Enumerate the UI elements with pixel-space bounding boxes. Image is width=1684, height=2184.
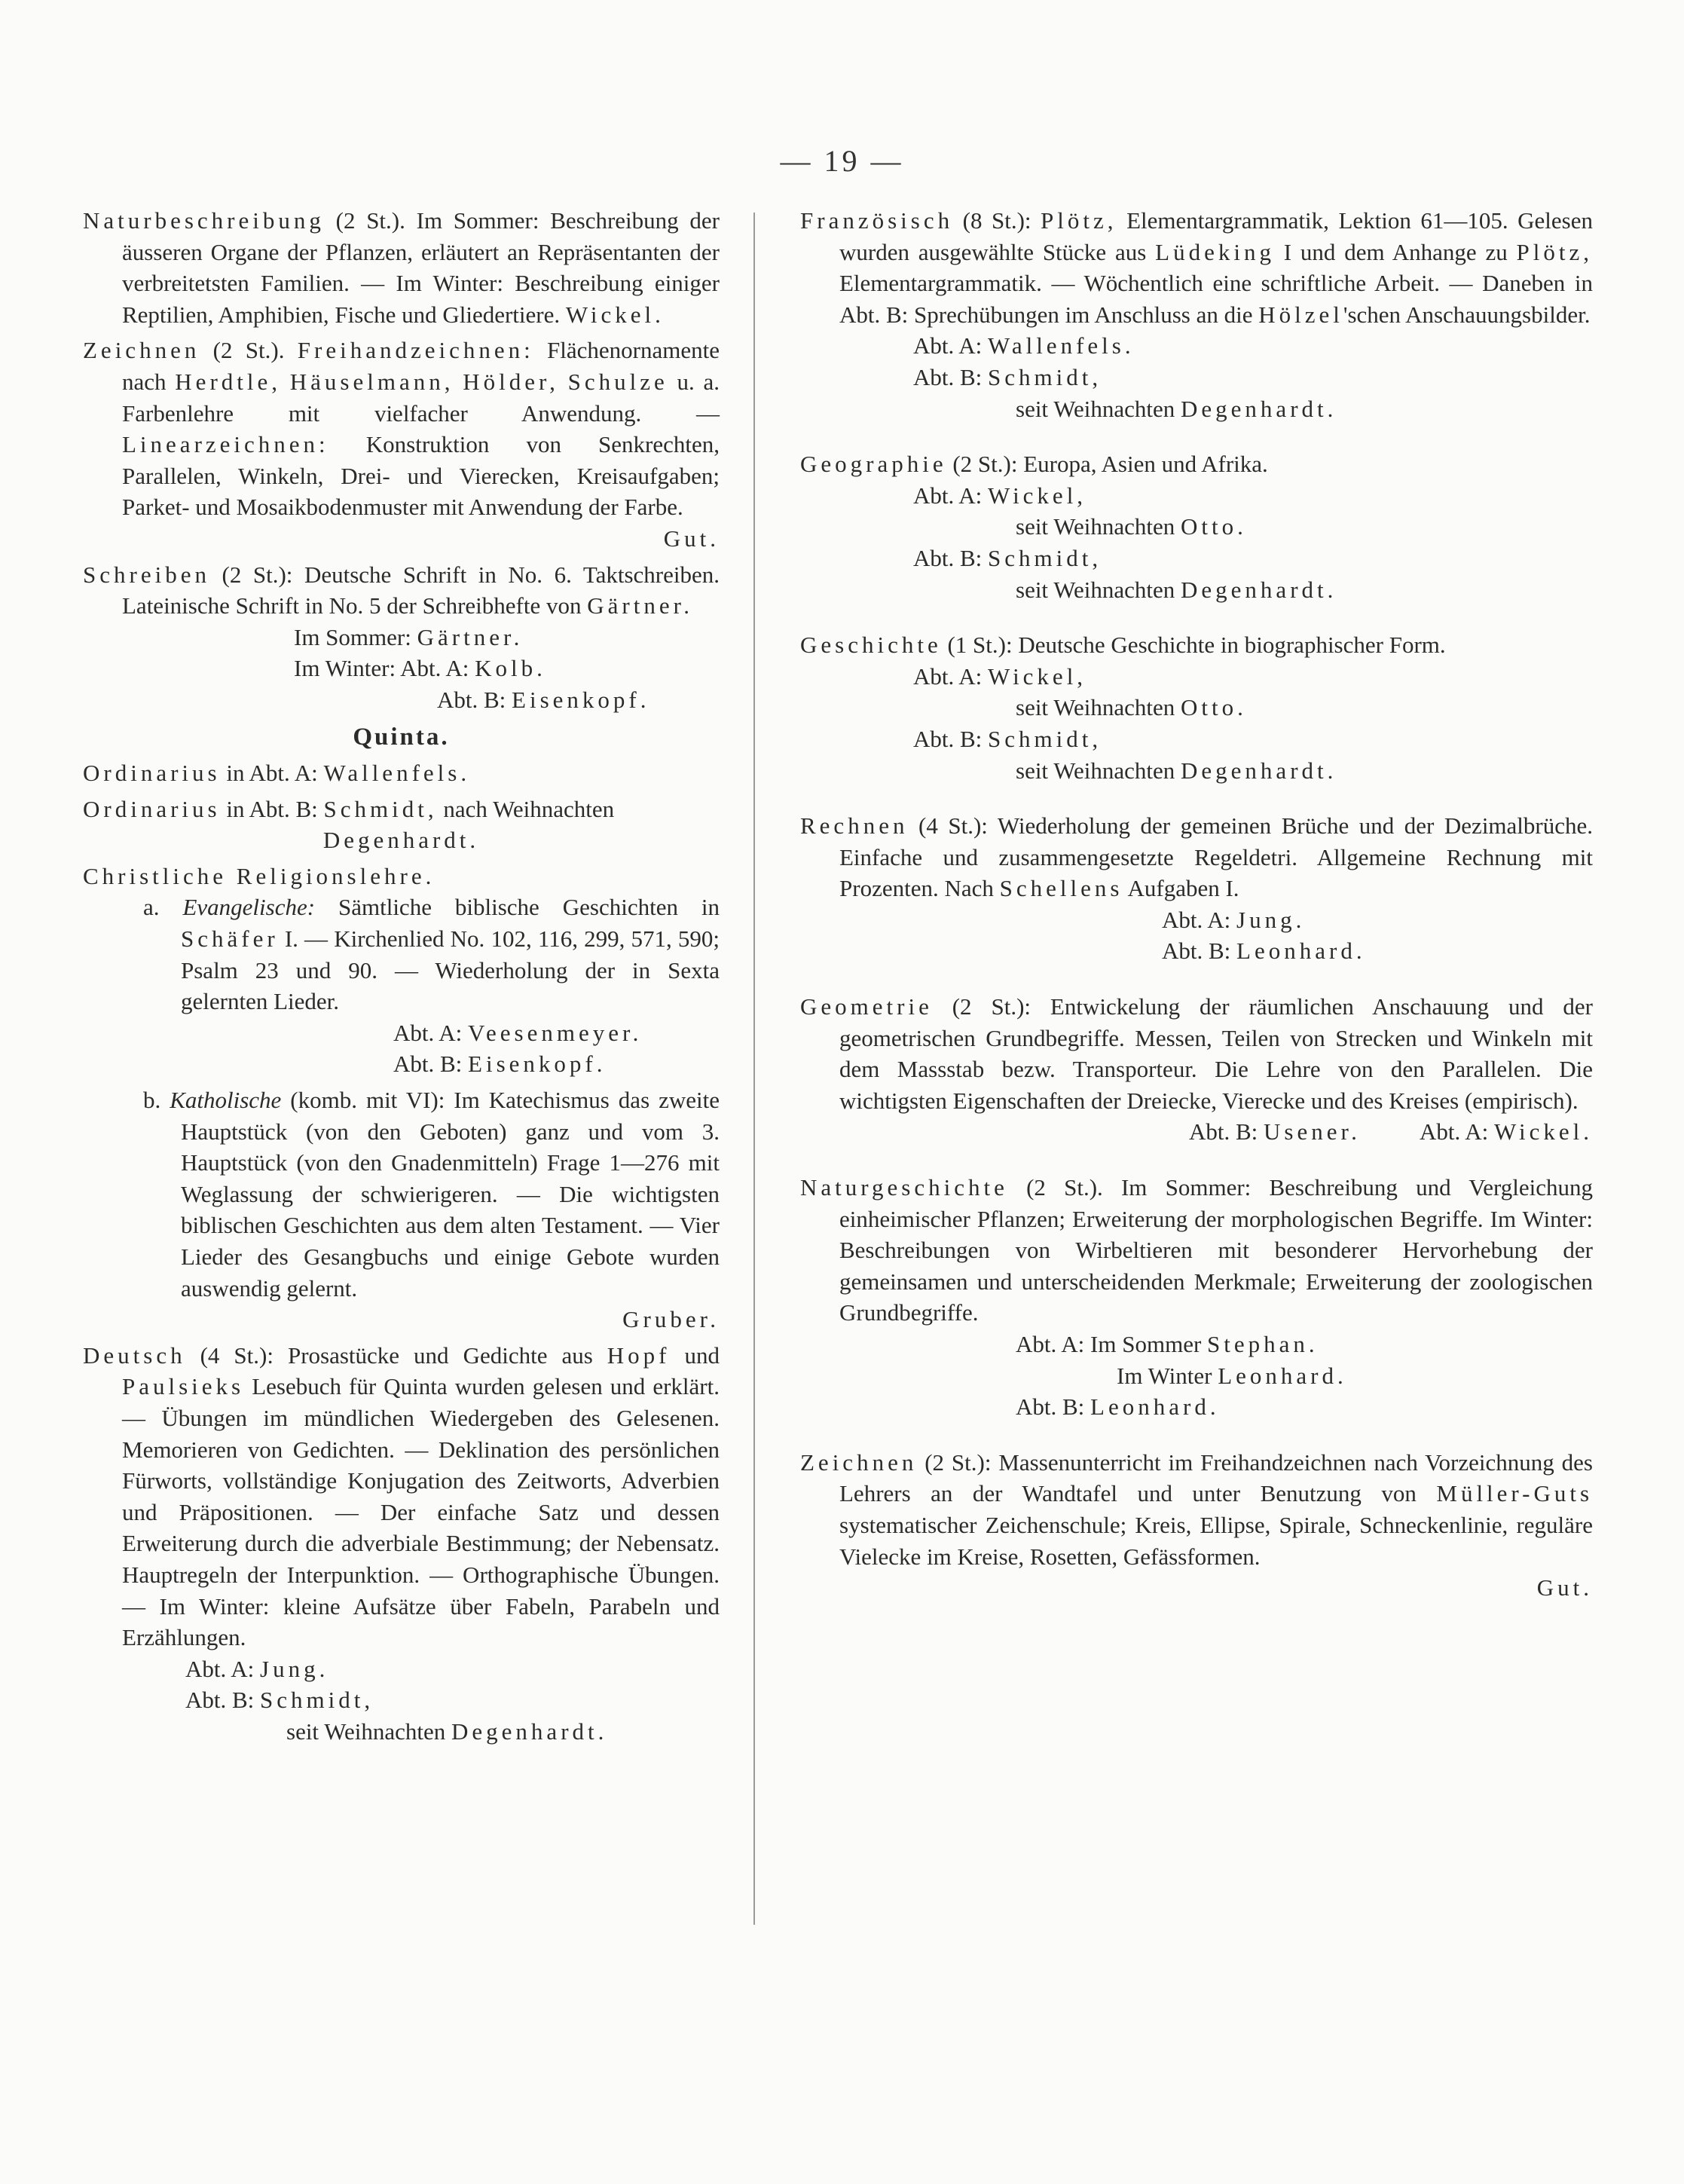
entry-text: Sämtliche biblische Geschichten in — [338, 894, 720, 921]
teacher-label: Abt. B: — [185, 1687, 255, 1714]
entry-text: systematischer Zeichenschule; Kreis, Ellipse, Spirale, Schneckenlinie, reguläre Vielecke im Kreise, Rosetten, Gefässformen. — [839, 1511, 1593, 1570]
teacher-name: Wallenfels. — [323, 760, 471, 787]
teacher-label: Im Winter — [1117, 1362, 1212, 1389]
teacher-label: Abt. A: — [913, 332, 983, 359]
teacher-name: Degenhardt. — [1181, 757, 1337, 784]
teacher-name: Wickel. — [1493, 1118, 1593, 1146]
entry-text: Konstruktion von Senkrechten, Parallelen, Winkeln, Drei- und Vierecken, Kreisaufgaben; Parket- und Mosaikbodenmuster mit Anwendung der Farbe. — [122, 431, 720, 521]
entry-text: (2 St.). Im Sommer: Beschreibung der äusseren Organe der Pflanzen, erläutert an Repräsentanten der verbreitetsten Familien. — Im Winter: Beschreibung einiger Reptilien, Amphibien, Fische und Gliedertiere. — [122, 207, 720, 328]
teacher-name: Jung. — [260, 1655, 329, 1682]
entry-text: (2 St.): Europa, Asien und Afrika. — [952, 451, 1268, 478]
entry-text: I. — Kirchenlied No. 102, 116, 299, 571, 590; Psalm 23 und 90. — Wiederholung der in Sexta gelernten Lieder. — [181, 925, 720, 1015]
teacher-label: Abt. A: — [393, 1019, 463, 1046]
entry-franzoesisch — [800, 205, 1593, 424]
teacher-label: Abt. A: — [1419, 1118, 1489, 1146]
entry-text: nach Weihnachten — [443, 795, 615, 822]
entry-geographie — [800, 448, 1593, 605]
teacher-name: Gruber. — [622, 1306, 720, 1333]
author-name: Hopf — [607, 1341, 671, 1369]
author-name: Paulsieks — [122, 1373, 245, 1400]
entry-text: (2 St.): Deutsche Schrift in No. 6. Taktschreiben. Lateinische Schrift in No. 5 der Schreibhefte von — [122, 561, 720, 619]
entry-text: (8 St.): — [962, 207, 1031, 234]
author-name: Hölzel — [1258, 301, 1343, 328]
subject-title: Christliche Religionslehre. — [83, 862, 436, 889]
author-name: Herdtle, — [175, 368, 282, 395]
teacher-name: Usener. — [1264, 1118, 1361, 1146]
entry-text: I und dem Anhange zu — [1283, 238, 1508, 265]
author-name: Lüdeking — [1155, 238, 1275, 265]
left-column — [83, 205, 720, 1752]
entry-text: 'schen Anschauungsbilder. — [1343, 301, 1591, 328]
right-column — [800, 205, 1593, 1608]
entry-text: (2 St.). — [212, 337, 285, 364]
teacher-label: seit Weihnachten — [1016, 576, 1175, 603]
teacher-name: Gut. — [663, 525, 720, 552]
teacher-name: Schmidt, — [988, 363, 1102, 390]
sub-title: Evangelische: — [182, 894, 316, 921]
entry-rechnen — [800, 810, 1593, 967]
teacher-name: Wallenfels. — [988, 332, 1135, 359]
ordinarius-label: Ordinarius — [83, 795, 221, 822]
teacher-name: Schmidt, — [988, 725, 1102, 752]
page-number: — 19 — — [780, 144, 904, 178]
entry-text: u. a. Farbenlehre mit vielfacher Anwendung. — — [122, 368, 720, 427]
subject-title: Geometrie — [800, 993, 933, 1020]
teacher-label: seit Weihnachten — [1016, 395, 1175, 422]
author-name: Gärtner. — [587, 592, 693, 619]
teacher-name: Degenhardt. — [1181, 576, 1337, 603]
author-name: Schulze — [567, 368, 668, 395]
sub-title: Freihandzeichnen: — [297, 337, 534, 364]
teacher-name: Degenhardt. — [322, 827, 480, 854]
teacher-label: Abt. B: — [913, 725, 983, 752]
entry-text: (2 St.). Im Sommer: Beschreibung und Vergleichung einheimischer Pflanzen; Erweiterung der morphologischen Begriffe. Im Winter: Beschreibungen von Wirbeltieren mit besonderer Hervorhebung der gemeinsamen und unterscheidenden Merkmale; Erweiterung der zoologischen Grundbegriffe. — [839, 1174, 1593, 1326]
subject-title: Deutsch — [83, 1341, 186, 1369]
entry-text: (4 St.): Wiederholung der gemeinen Brüche und der Dezimalbrüche. Einfache und zusammengesetzte Regeldetri. Allgemeine Rechnung mit Prozenten. Nach — [839, 812, 1594, 902]
teacher-name: Leonhard. — [1090, 1393, 1220, 1421]
entry-geometrie — [800, 991, 1593, 1148]
sub-title: Katholische — [170, 1087, 282, 1114]
entry-naturbeschreibung — [83, 205, 720, 330]
entry-zeichnen-right — [800, 1447, 1593, 1604]
ordinarius-label: Ordinarius — [83, 760, 221, 787]
teacher-label: Abt. B: — [437, 686, 506, 713]
teacher-label: Abt. A: Im Sommer — [1016, 1331, 1202, 1357]
teacher-name: Eisenkopf. — [512, 686, 650, 713]
column-divider — [753, 213, 755, 1925]
entry-text: Elementargrammatik, Lektion 61—105. Gelesen wurden ausgewählte Stücke aus — [839, 207, 1594, 265]
teacher-name: Kolb. — [475, 655, 546, 682]
teacher-label: Im Sommer: — [294, 623, 411, 650]
author-name: Schäfer — [181, 925, 279, 953]
teacher-label: seit Weihnachten — [1016, 513, 1175, 540]
subject-title: Naturgeschichte — [800, 1174, 1008, 1201]
author-name: Müller-Guts — [1436, 1480, 1594, 1507]
author-name: Hölder, — [463, 368, 559, 395]
teacher-label: seit Weihnachten — [1016, 694, 1175, 721]
teacher-name: Eisenkopf. — [468, 1051, 607, 1078]
teacher-label: Abt. A: — [1162, 906, 1231, 933]
entry-geschichte — [800, 629, 1593, 786]
teacher-name: Otto. — [1181, 513, 1247, 540]
entry-religion — [83, 861, 720, 1335]
entry-schreiben — [83, 559, 720, 716]
subject-title: Französisch — [800, 207, 954, 234]
teacher-name: Degenhardt. — [1181, 395, 1337, 422]
list-marker: b. — [143, 1087, 161, 1114]
teacher-label: Abt. A: — [913, 662, 983, 690]
subject-title: Geographie — [800, 451, 947, 478]
entry-text: in Abt. B: — [226, 795, 318, 822]
teacher-name: Wickel, — [988, 662, 1087, 690]
teacher-name: Degenhardt. — [451, 1718, 608, 1745]
entry-ordinarius-a — [83, 757, 720, 789]
teacher-label: seit Weihnachten — [286, 1718, 446, 1745]
author-name: Schellens — [999, 875, 1123, 902]
author-name: Häuselmann, — [289, 368, 454, 395]
teacher-name: Wickel. — [565, 301, 665, 328]
teacher-name: Veesenmeyer. — [468, 1019, 643, 1046]
teacher-name: Otto. — [1181, 694, 1247, 721]
entry-text: und — [684, 1341, 720, 1369]
section-heading-quinta: Quinta. — [353, 723, 450, 751]
entry-text: Flächenornamente nach — [122, 337, 720, 395]
author-name: Plötz, — [1041, 207, 1117, 234]
entry-deutsch — [83, 1340, 720, 1748]
subject-title: Rechnen — [800, 812, 909, 840]
teacher-name: Gärtner. — [417, 623, 524, 650]
entry-text: in Abt. A: — [226, 760, 318, 787]
subject-title: Zeichnen — [83, 337, 200, 364]
teacher-label: Abt. B: — [913, 363, 983, 390]
teacher-label: seit Weihnachten — [1016, 757, 1175, 784]
teacher-label: Abt. A: — [913, 482, 983, 509]
teacher-name: Leonhard. — [1236, 938, 1366, 965]
teacher-name: Wickel, — [988, 482, 1087, 509]
subject-title: Zeichnen — [800, 1448, 918, 1476]
teacher-name: Schmidt, — [260, 1687, 374, 1714]
teacher-name: Stephan. — [1207, 1331, 1319, 1357]
entry-text: (2 St.): Entwickelung der räumlichen Anschauung und der geometrischen Grundbegriffe. Messen, Teilen von Strecken und Winkeln mit dem Massstab bezw. Transporteur. Die Lehre von den Parallelen. Die wichtigsten Eigenschaften der Dreiecke, Vierecke und des Kreises (empirisch). — [839, 993, 1593, 1114]
sub-title: Linearzeichnen: — [122, 431, 329, 458]
subject-title: Naturbeschreibung — [83, 207, 325, 234]
teacher-name: Schmidt, — [988, 544, 1102, 571]
teacher-label: Abt. B: — [913, 544, 983, 571]
teacher-name: Jung. — [1236, 906, 1306, 933]
teacher-name: Leonhard. — [1218, 1362, 1347, 1389]
teacher-label: Abt. B: — [1189, 1118, 1258, 1146]
teacher-label: Abt. B: — [1162, 938, 1231, 965]
entry-text: Elementargrammatik. — Wöchentlich eine schriftliche Arbeit. — Daneben in Abt. B: Sprechübungen im Anschluss an die — [839, 270, 1593, 328]
entry-naturgeschichte — [800, 1172, 1593, 1423]
teacher-name: Schmidt, — [323, 795, 438, 822]
entry-text: Lesebuch für Quinta wurden gelesen und erklärt. — Übungen im mündlichen Wiedergeben des Gelesenen. Memorieren von Gedichten. — Deklination des persönlichen Fürworts, vollständige Konjugation des Zeitworts, Adverbien und Präpositionen. — Der einfache Satz und dessen Erweiterung durch die adverbiale Bestimmung; der Nebensatz. Hauptregeln der Interpunktion. — Orthographische Übungen. — Im Winter: kleine Aufsätze über Fabeln, Parabeln und Erzählungen. — [122, 1373, 720, 1651]
entry-zeichnen — [83, 335, 720, 554]
teacher-label: Abt. A: — [185, 1655, 255, 1682]
entry-ordinarius-b — [83, 794, 720, 856]
teacher-name: Gut. — [1536, 1574, 1593, 1601]
teacher-label: Abt. B: — [393, 1051, 463, 1078]
teacher-label: Abt. B: — [1016, 1393, 1085, 1421]
entry-text: (2 St.): Massenunterricht im Freihandzeichnen nach Vorzeichnung des Lehrers an der Wandtafel und unter Benutzung von — [839, 1448, 1593, 1507]
list-marker: a. — [143, 894, 160, 921]
entry-text: (komb. mit VI): Im Katechismus das zweite Hauptstück (von den Geboten) ganz und vom 3. Hauptstück (von den Gnadenmitteln) Frage 1—276 mit Weglassung der schwierigeren. — Die wichtigsten biblischen Geschichten aus dem alten Testament. — Vier Lieder des Gesangbuchs und einige Gebote wurden auswendig gelernt. — [181, 1087, 720, 1302]
teacher-label: Im Winter: Abt. A: — [294, 655, 469, 682]
entry-text: Aufgaben I. — [1127, 875, 1239, 902]
author-name: Plötz, — [1516, 238, 1594, 265]
entry-text: (4 St.): Prosastücke und Gedichte aus — [200, 1341, 593, 1369]
entry-text: (1 St.): Deutsche Geschichte in biographischer Form. — [947, 632, 1446, 659]
subject-title: Geschichte — [800, 632, 942, 659]
subject-title: Schreiben — [83, 561, 210, 588]
